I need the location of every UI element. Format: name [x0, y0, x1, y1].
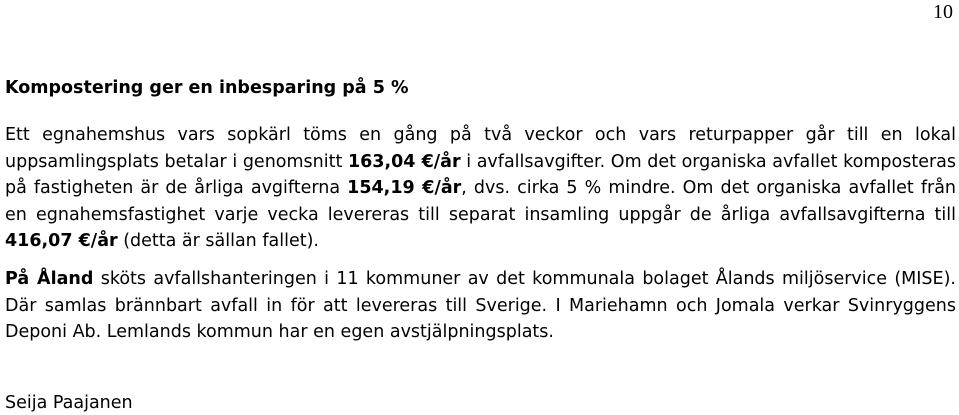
fee-amount-separate-collection: 416,07 €/år: [5, 231, 118, 251]
fee-amount-composting: 154,19 €/år: [347, 178, 462, 198]
paragraph-text: i avfallsavgifter. Om det organiska avfallet komposteras på fastigheten är de årliga avgifterna: [5, 151, 957, 198]
paragraph-composting-costs: [5, 122, 956, 255]
paragraph-text: (detta är sällan fallet).: [117, 231, 319, 251]
fee-amount-standard: 163,04 €/år: [347, 151, 461, 172]
region-name: På Åland: [5, 269, 94, 289]
section-heading: Kompostering ger en inbesparing på 5 %: [5, 78, 409, 98]
paragraph-aland: [5, 266, 956, 346]
page-number: 10: [933, 1, 953, 23]
paragraph-text: Ett egnahemshus vars sopkärl töms en gång på två veckor och vars returpapper går till en lokal uppsamlingsplats betalar i genomsnitt: [5, 125, 956, 172]
paragraph-text: sköts avfallshanteringen i 11 kommuner av det kommunala bolaget Ålands miljöservice (MISE). Där samlas brännbart avfall in för att levereras till Sverige. I Mariehamn och Jomala verkar Svinryggens Deponi Ab. Lemlands kommun har en egen avstjälpningsplats.: [5, 269, 956, 342]
paragraph-text: , dvs. cirka 5 % mindre. Om det organiska avfallet från en egnahemsfastighet varje vecka levereras till separat insamling uppgår de årliga avfallsavgifterna till: [5, 178, 957, 225]
author-signature: Seija Paajanen: [5, 393, 133, 413]
